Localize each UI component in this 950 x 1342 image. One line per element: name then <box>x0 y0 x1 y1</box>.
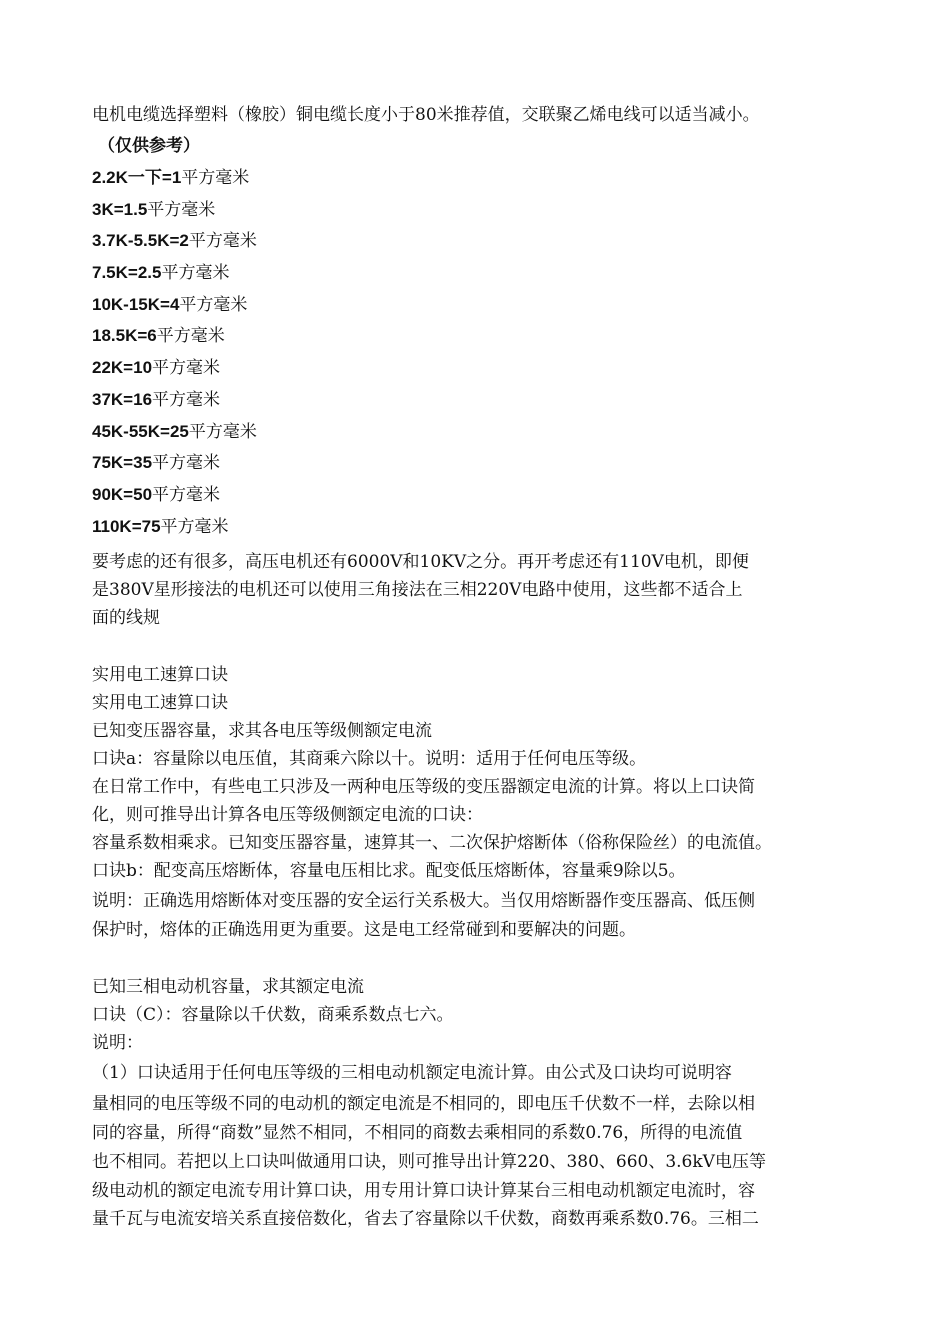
cable-spec-item: 10K-15K=4平方毫米 <box>92 295 248 315</box>
text-line: 在日常工作中，有些电工只涉及一两种电压等级的变压器额定电流的计算。将以上口诀简 <box>92 777 755 797</box>
cable-spec-item: 90K=50平方毫米 <box>92 485 221 505</box>
text-line: 级电动机的额定电流专用计算口诀，用专用计算口诀计算某台三相电动机额定电流时，容 <box>92 1181 755 1201</box>
text-line: 量相同的电压等级不同的电动机的额定电流是不相同的，即电压千伏数不一样，去除以相 <box>92 1094 755 1114</box>
cable-spec-item: 7.5K=2.5平方毫米 <box>92 263 230 283</box>
text-line: 化，则可推导出计算各电压等级侧额定电流的口诀： <box>92 805 483 825</box>
section-title: 实用电工速算口诀 <box>92 665 228 685</box>
text-line: 说明：正确选用熔断体对变压器的安全运行关系极大。当仅用熔断器作变压器高、低压侧 <box>92 891 755 911</box>
cable-spec-item: 3.7K-5.5K=2平方毫米 <box>92 231 257 251</box>
cable-spec-item: 2.2K一下=1平方毫米 <box>92 168 250 188</box>
text-line: 也不相同。若把以上口诀叫做通用口诀，则可推导出计算220、380、660、3.6kV电压等 <box>92 1152 766 1172</box>
text-line: 说明： <box>92 1033 143 1053</box>
note-line: 要考虑的还有很多，高压电机还有6000V和10KV之分。再开考虑还有110V电机，即便 <box>92 552 749 572</box>
cable-spec-item: 18.5K=6平方毫米 <box>92 326 225 346</box>
cable-spec-item: 3K=1.5平方毫米 <box>92 200 216 220</box>
cable-spec-item: 110K=75平方毫米 <box>92 517 229 537</box>
text-line: 已知变压器容量，求其各电压等级侧额定电流 <box>92 721 432 741</box>
note-line: 面的线规 <box>92 608 160 628</box>
cable-spec-item: 45K-55K=25平方毫米 <box>92 422 257 442</box>
text-line: 保护时，熔体的正确选用更为重要。这是电工经常碰到和要解决的问题。 <box>92 920 636 940</box>
section-title: 实用电工速算口诀 <box>92 693 228 713</box>
note-line: 是380V星形接法的电机还可以使用三角接法在三相220V电路中使用，这些都不适合上 <box>92 580 743 600</box>
text-line: 容量系数相乘求。已知变压器容量，速算其一、二次保护熔断体（俗称保险丝）的电流值。 <box>92 833 772 853</box>
intro-note: （仅供参考） <box>98 136 200 155</box>
section-title: 已知三相电动机容量，求其额定电流 <box>92 977 364 997</box>
text-line: （1）口诀适用于任何电压等级的三相电动机额定电流计算。由公式及口诀均可说明容 <box>92 1063 732 1083</box>
text-line: 口诀a：容量除以电压值，其商乘六除以十。说明：适用于任何电压等级。 <box>92 749 647 769</box>
cable-spec-item: 75K=35平方毫米 <box>92 453 221 473</box>
intro-line: 电机电缆选择塑料（橡胶）铜电缆长度小于80米推荐值，交联聚乙烯电线可以适当减小。 <box>92 105 760 125</box>
cable-spec-item: 37K=16平方毫米 <box>92 390 221 410</box>
text-line: 量千瓦与电流安培关系直接倍数化，省去了容量除以千伏数，商数再乘系数0.76。三相二 <box>92 1209 759 1229</box>
cable-spec-item: 22K=10平方毫米 <box>92 358 221 378</box>
text-line: 口诀b：配变高压熔断体，容量电压相比求。配变低压熔断体，容量乘9除以5。 <box>92 861 686 881</box>
text-line: 口诀（C）：容量除以千伏数，商乘系数点七六。 <box>92 1005 454 1025</box>
text-line: 同的容量，所得“商数”显然不相同，不相同的商数去乘相同的系数0.76，所得的电流值 <box>92 1123 743 1143</box>
